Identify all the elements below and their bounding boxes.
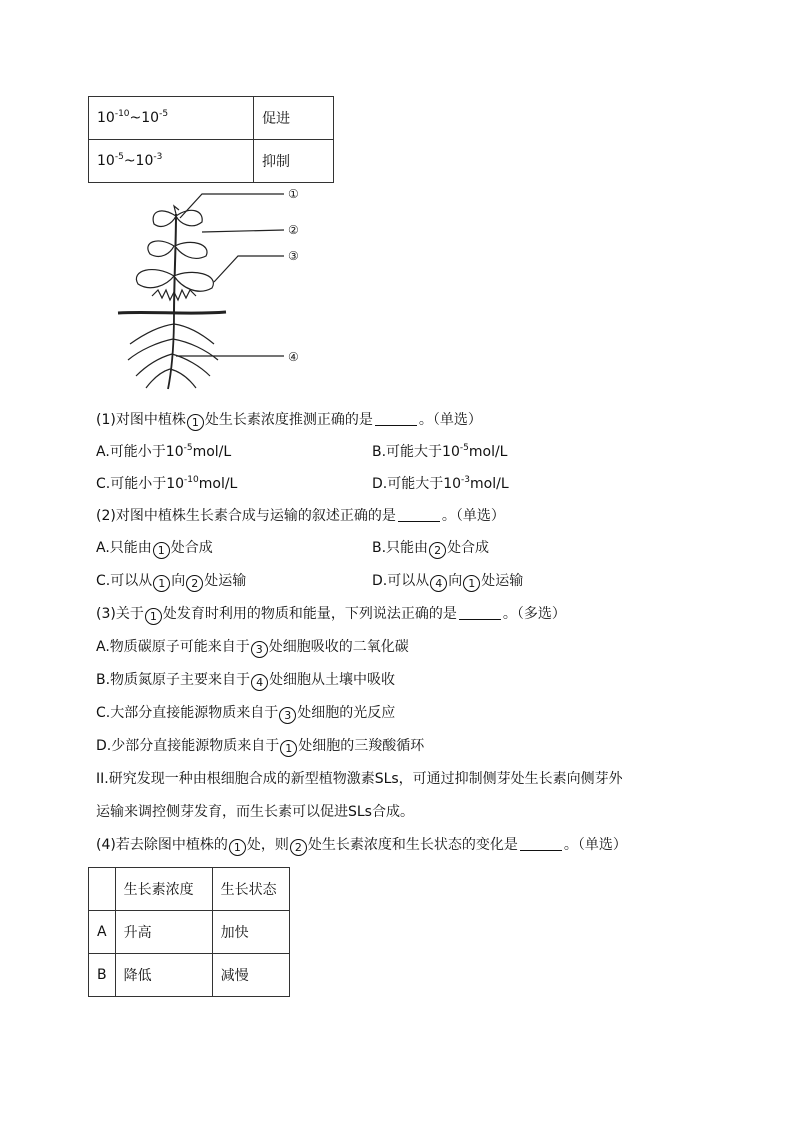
option-text: 处运输 xyxy=(204,573,247,589)
option-text: D.可能大于10 xyxy=(372,476,462,492)
stem-text: 处发育时利用的物质和能量，下列说法正确的是 xyxy=(162,606,457,622)
q1-option-c[interactable] xyxy=(96,474,237,494)
stem-text: 。（单选） xyxy=(441,508,505,524)
option-text: A.可能小于10 xyxy=(96,444,184,460)
option-text: 向 xyxy=(448,573,463,589)
stem-text: 。（单选） xyxy=(418,412,482,428)
stem-text: (4)若去除图中植株的 xyxy=(96,837,228,853)
option-text: D.少部分直接能源物质来自于 xyxy=(96,738,280,754)
circled-number: 3 xyxy=(251,641,268,658)
exponent: -10 xyxy=(184,475,199,485)
table-cell: 升高 xyxy=(115,911,212,954)
exponent: -5 xyxy=(459,443,469,453)
section-2-paragraph-line-1: II.研究发现一种由根细胞合成的新型植物激素SLs，可通过抑制侧芽处生长素向侧芽外 xyxy=(96,771,623,787)
option-text: D.可以从 xyxy=(372,573,430,589)
q3-option-a[interactable] xyxy=(96,637,409,658)
question-2-stem xyxy=(96,506,505,526)
circled-number: 3 xyxy=(279,707,296,724)
option-text: 处细胞吸收的二氧化碳 xyxy=(268,639,409,655)
stem-text: (2)对图中植株生长素合成与运输的叙述正确的是 xyxy=(96,508,396,524)
range-exponent: -3 xyxy=(153,152,163,162)
table-row xyxy=(89,140,334,183)
answer-blank[interactable] xyxy=(398,507,440,522)
label-1: ① xyxy=(288,187,299,201)
question-1-stem xyxy=(96,410,482,431)
stem-text: 。（单选） xyxy=(563,837,627,853)
option-text: A.物质碳原子可能来自于 xyxy=(96,639,250,655)
answer-blank[interactable] xyxy=(520,836,562,851)
table-header-cell: 生长状态 xyxy=(212,868,289,911)
range-exponent: -5 xyxy=(159,109,169,119)
table-row[interactable] xyxy=(89,954,290,997)
circled-number: 2 xyxy=(429,542,446,559)
stem-text: 处生长素浓度推测正确的是 xyxy=(204,412,373,428)
q3-option-c[interactable] xyxy=(96,703,395,724)
option-text: mol/L xyxy=(470,476,509,492)
option-text: B.可能大于10 xyxy=(372,444,460,460)
q1-option-d[interactable] xyxy=(372,474,509,494)
range-exponent: -5 xyxy=(114,152,124,162)
range-text: 10 xyxy=(97,153,115,169)
plant-diagram xyxy=(110,184,310,394)
label-3: ③ xyxy=(288,249,299,263)
range-text: ~10 xyxy=(123,153,154,169)
option-text: 向 xyxy=(171,573,186,589)
label-2: ② xyxy=(288,223,299,237)
circled-number: 1 xyxy=(187,414,204,431)
circled-number: 1 xyxy=(153,542,170,559)
table-cell-range xyxy=(89,140,254,183)
option-text: mol/L xyxy=(198,476,238,492)
table-row[interactable] xyxy=(89,911,290,954)
table-cell-range xyxy=(89,97,254,140)
table-cell: A xyxy=(89,911,116,954)
option-text: 处合成 xyxy=(170,540,213,556)
exponent: -3 xyxy=(461,475,471,485)
option-text: 处细胞从土壤中吸收 xyxy=(269,672,396,688)
q1-option-a[interactable] xyxy=(96,442,231,462)
circled-number: 2 xyxy=(186,575,203,592)
q2-option-c[interactable] xyxy=(96,571,246,592)
table-cell: 加快 xyxy=(212,911,289,954)
range-text: ~10 xyxy=(129,110,160,126)
table-row xyxy=(89,97,334,140)
question-3-stem xyxy=(96,604,566,625)
option-text: C.大部分直接能源物质来自于 xyxy=(96,705,279,721)
table-cell: B xyxy=(89,954,116,997)
table-cell-effect: 抑制 xyxy=(254,140,334,183)
table-header-row xyxy=(89,868,290,911)
range-text: 10 xyxy=(97,110,115,126)
option-text: mol/L xyxy=(468,444,508,460)
concentration-table xyxy=(88,96,334,183)
range-exponent: -10 xyxy=(114,109,130,119)
option-text: A.只能由 xyxy=(96,540,152,556)
stem-text: 处生长素浓度和生长状态的变化是 xyxy=(307,837,518,853)
option-text: 处细胞的三羧酸循环 xyxy=(298,738,425,754)
answer-table xyxy=(88,867,290,997)
answer-blank[interactable] xyxy=(459,605,501,620)
option-text: C.可以从 xyxy=(96,573,153,589)
option-text: 处合成 xyxy=(447,540,490,556)
circled-number: 1 xyxy=(280,740,297,757)
label-4: ④ xyxy=(288,350,299,364)
stem-text: (3)关于 xyxy=(96,606,144,622)
stem-text: 。（多选） xyxy=(502,606,566,622)
option-text: 处细胞的光反应 xyxy=(297,705,396,721)
section-2-paragraph-line-2: 运输来调控侧芽发育，而生长素可以促进SLs合成。 xyxy=(96,804,414,820)
option-text: B.只能由 xyxy=(372,540,429,556)
circled-number: 1 xyxy=(463,575,480,592)
answer-blank[interactable] xyxy=(375,411,417,426)
circled-number: 2 xyxy=(290,839,307,856)
option-text: mol/L xyxy=(192,444,232,460)
circled-number: 4 xyxy=(430,575,447,592)
table-cell: 降低 xyxy=(115,954,212,997)
table-cell-effect: 促进 xyxy=(254,97,334,140)
option-text: B.物质氮原子主要来自于 xyxy=(96,672,251,688)
stem-text: (1)对图中植株 xyxy=(96,412,186,428)
stem-text: 处，则 xyxy=(246,837,289,853)
circled-number: 1 xyxy=(153,575,170,592)
circled-number: 4 xyxy=(251,674,268,691)
q3-option-b[interactable] xyxy=(96,670,395,691)
question-4-stem xyxy=(96,835,627,856)
circled-number: 1 xyxy=(229,839,246,856)
table-cell: 减慢 xyxy=(212,954,289,997)
q3-option-d[interactable] xyxy=(96,736,424,757)
q1-option-b[interactable] xyxy=(372,442,507,462)
exponent: -5 xyxy=(183,443,193,453)
option-text: C.可能小于10 xyxy=(96,476,185,492)
circled-number: 1 xyxy=(145,608,162,625)
q2-option-b[interactable] xyxy=(372,538,489,559)
q2-option-a[interactable] xyxy=(96,538,213,559)
table-header-cell: 生长素浓度 xyxy=(115,868,212,911)
table-header-cell xyxy=(89,868,116,911)
q2-option-d[interactable] xyxy=(372,571,523,592)
option-text: 处运输 xyxy=(481,573,524,589)
